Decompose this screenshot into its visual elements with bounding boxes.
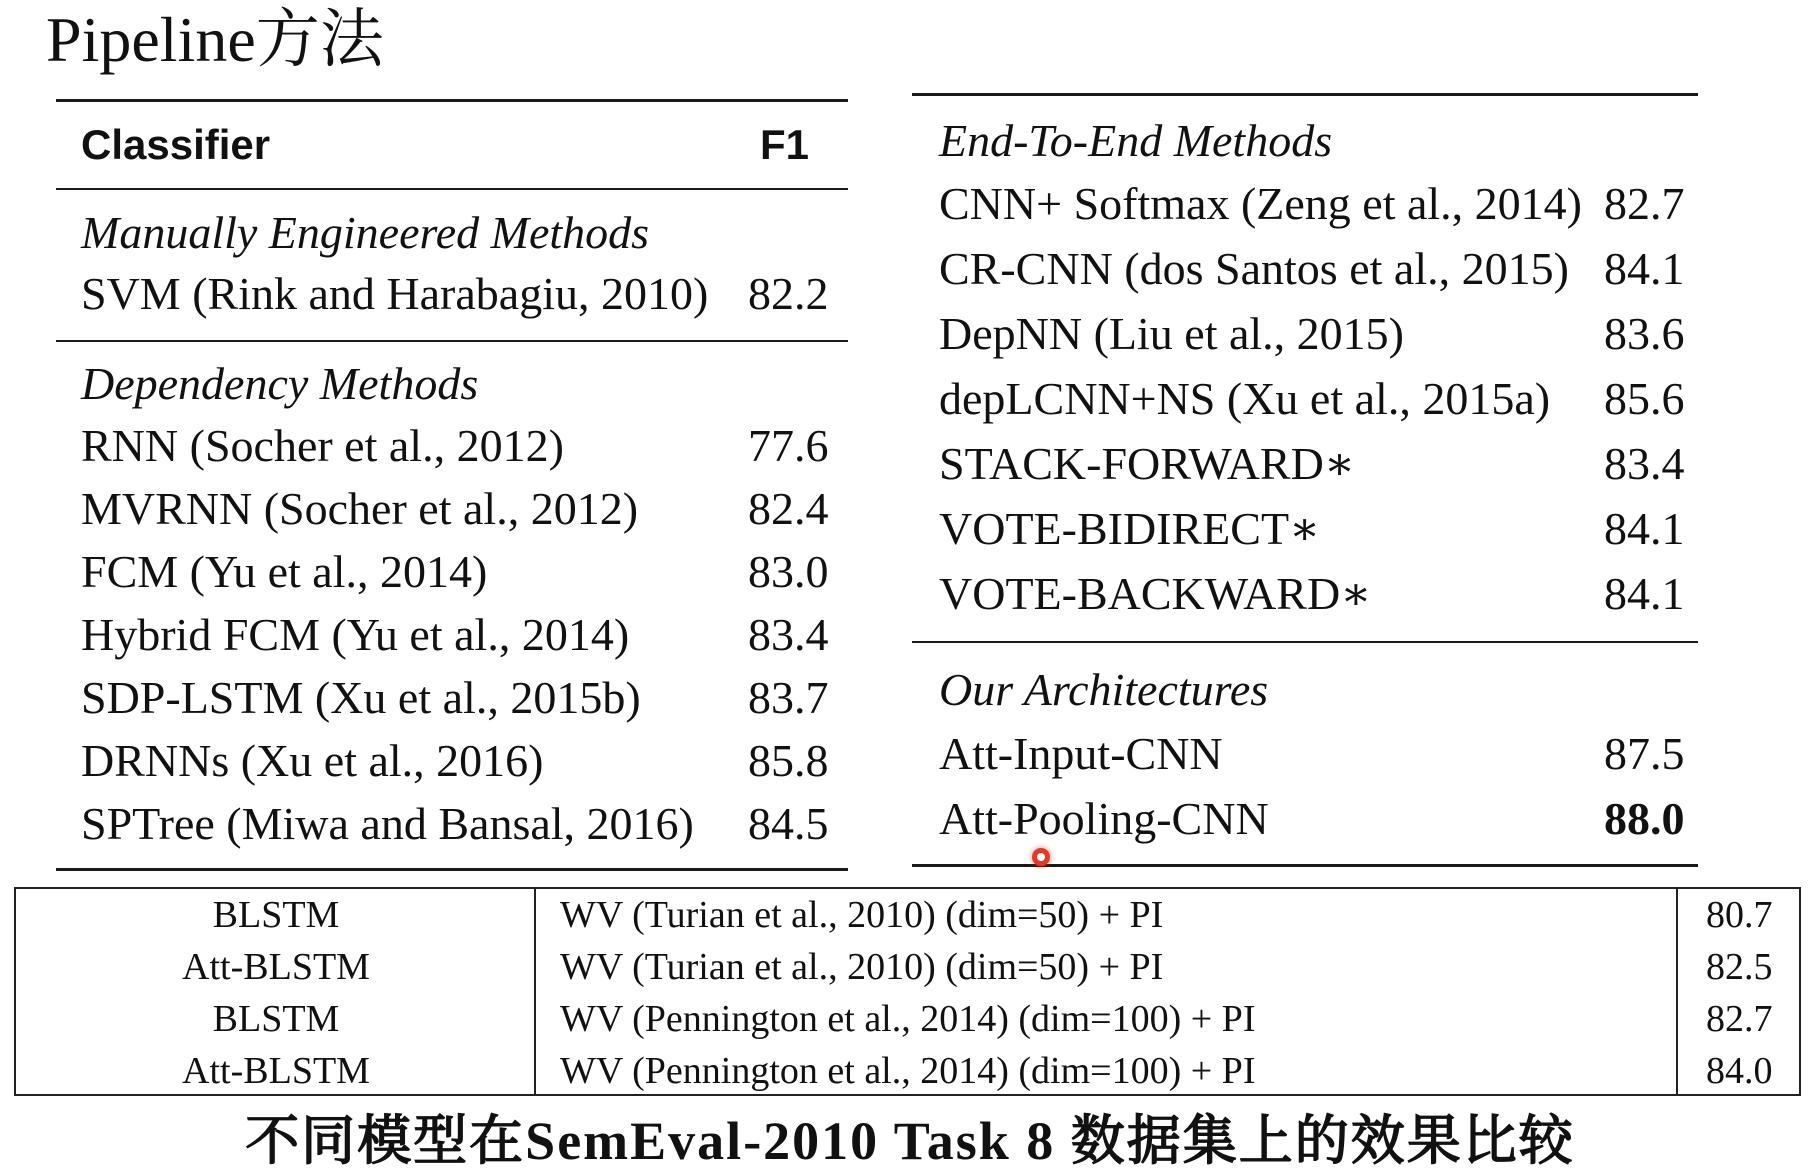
table-row-method: VOTE-BACKWARD∗: [939, 568, 1372, 619]
table-row-f1: 84.1: [1604, 568, 1685, 619]
table-row-method: CNN+ Softmax (Zeng et al., 2014): [939, 178, 1582, 229]
table-row-method: STACK-FORWARD∗: [939, 438, 1356, 489]
left-bottom-rule: [56, 868, 848, 871]
table-row-method: SVM (Rink and Harabagiu, 2010): [81, 268, 709, 319]
model-cell: Att-BLSTM: [182, 1050, 370, 1092]
section-title: Dependency Methods: [81, 358, 479, 409]
f1-cell: 84.0: [1706, 1050, 1773, 1092]
classifier-header: Classifier: [81, 121, 271, 168]
left-section-rule: [56, 340, 848, 342]
section-title: Manually Engineered Methods: [81, 207, 650, 258]
model-cell: BLSTM: [212, 998, 340, 1040]
table-row: [16, 889, 1799, 941]
table-row-method: depLCNN+NS (Xu et al., 2015a): [939, 373, 1551, 424]
table-row-method: DepNN (Liu et al., 2015): [939, 308, 1404, 359]
table-row-method: Hybrid FCM (Yu et al., 2014): [81, 609, 630, 660]
f1-cell: 82.7: [1706, 998, 1773, 1040]
table-row-f1: 87.5: [1604, 728, 1685, 779]
table-row-method: FCM (Yu et al., 2014): [81, 546, 488, 597]
table-row-f1: 82.7: [1604, 178, 1685, 229]
best-score: 88.0: [1604, 793, 1685, 844]
slide-title: Pipeline方法: [46, 4, 384, 75]
table-row-f1: 84.1: [1604, 503, 1685, 554]
left-top-rule: [56, 99, 848, 102]
table-row: [16, 993, 1799, 1045]
f1-header: F1: [760, 121, 810, 168]
table-row-method: Att-Pooling-CNN: [939, 793, 1269, 844]
table-row-f1: 83.4: [1604, 438, 1685, 489]
features-cell: WV (Turian et al., 2010) (dim=50) + PI: [560, 894, 1164, 936]
right-top-rule: [912, 93, 1698, 96]
f1-cell: 82.5: [1706, 946, 1773, 988]
table-row-f1: 77.6: [748, 420, 829, 471]
table-row: [16, 1045, 1799, 1097]
table-row-f1: 83.6: [1604, 308, 1685, 359]
table-row-method: CR-CNN (dos Santos et al., 2015): [939, 243, 1569, 294]
table-row-f1: 83.0: [748, 546, 829, 597]
table-row-f1: 82.4: [748, 483, 829, 534]
table-row-f1: 82.2: [748, 268, 829, 319]
table-row-f1: 85.6: [1604, 373, 1685, 424]
left-header-rule: [56, 188, 848, 190]
blstm-results-table: [14, 887, 1801, 1096]
table-row-f1: 83.7: [748, 672, 829, 723]
table-row-method: SDP-LSTM (Xu et al., 2015b): [81, 672, 641, 723]
features-cell: WV (Pennington et al., 2014) (dim=100) + PI: [560, 998, 1256, 1040]
table-row-f1: 85.8: [748, 735, 829, 786]
table-row: [16, 941, 1799, 993]
table-row-f1: 84.5: [748, 798, 829, 849]
figure-caption: 不同模型在SemEval-2010 Task 8 数据集上的效果比较: [245, 1111, 1575, 1171]
section-title: Our Architectures: [939, 664, 1269, 715]
table-row-method: RNN (Socher et al., 2012): [81, 420, 564, 471]
section-title: End-To-End Methods: [939, 115, 1333, 166]
table-row-method: DRNNs (Xu et al., 2016): [81, 735, 544, 786]
f1-cell: 80.7: [1706, 894, 1773, 936]
table-row-method: MVRNN (Socher et al., 2012): [81, 483, 639, 534]
table-row-method: VOTE-BIDIRECT∗: [939, 503, 1321, 554]
model-cell: Att-BLSTM: [182, 946, 370, 988]
table-row-f1: 84.1: [1604, 243, 1685, 294]
model-cell: BLSTM: [212, 894, 340, 936]
features-cell: WV (Turian et al., 2010) (dim=50) + PI: [560, 946, 1164, 988]
features-cell: WV (Pennington et al., 2014) (dim=100) + PI: [560, 1050, 1256, 1092]
mouse-pointer-icon: [1032, 848, 1050, 866]
table-row-method: Att-Input-CNN: [939, 728, 1223, 779]
table-row-f1: 83.4: [748, 609, 829, 660]
right-bottom-rule: [912, 864, 1698, 867]
table-row-method: SPTree (Miwa and Bansal, 2016): [81, 798, 694, 849]
right-section-rule: [912, 641, 1698, 643]
